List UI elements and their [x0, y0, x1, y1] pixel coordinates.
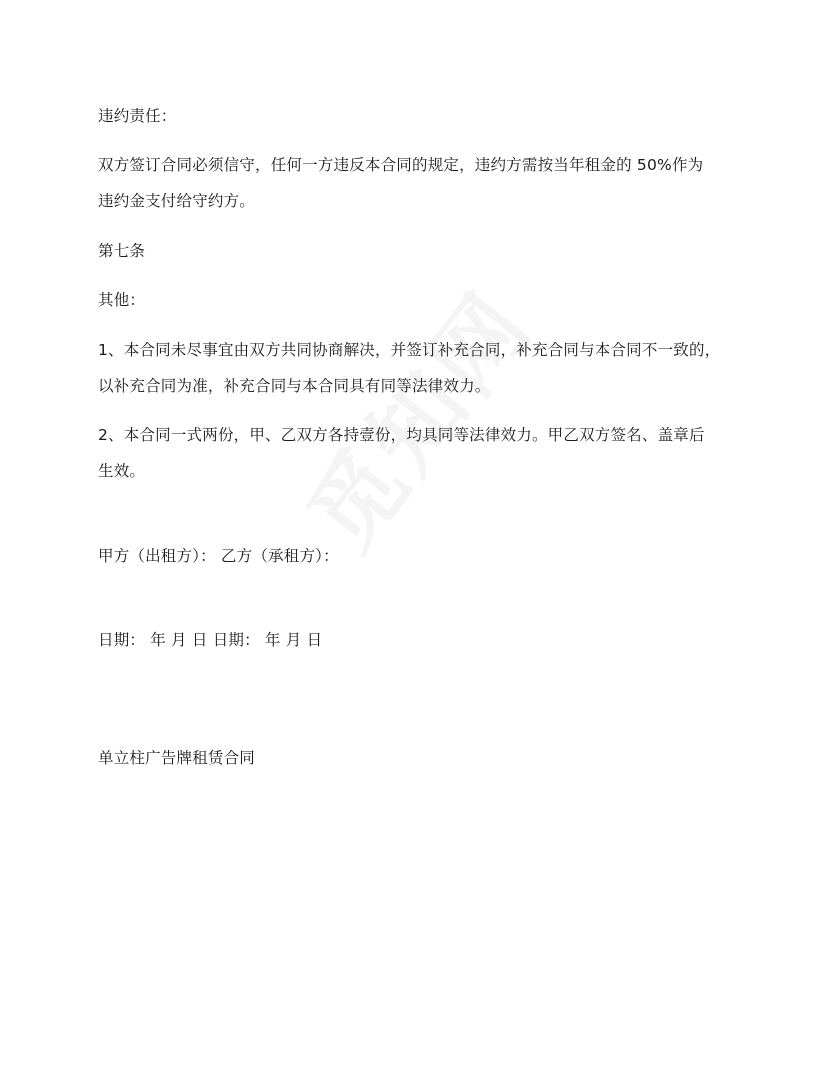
- breach-text-line-2: 违约金支付给守约方。: [98, 192, 256, 210]
- document-title: 单立柱广告牌租赁合同: [98, 749, 256, 767]
- item-1-line-1: 1、本合同未尽事宜由双方共同协商解决，并签订补充合同，补充合同与本合同不一致的，: [98, 341, 721, 359]
- breach-heading: 违约责任：: [98, 107, 177, 125]
- article-seven-heading: 第七条: [98, 242, 146, 260]
- item-1-line-2: 以补充合同为准，补充合同与本合同具有同等法律效力。: [98, 377, 491, 395]
- breach-text-line-1: 双方签订合同必须信守，任何一方违反本合同的规定，违约方需按当年租金的 50%作为: [98, 156, 704, 174]
- other-heading: 其他：: [98, 291, 146, 309]
- item-2-line-1: 2、本合同一式两份，甲、乙双方各持壹份，均具同等法律效力。甲乙双方签名、盖章后: [98, 426, 705, 444]
- party-signature-line: 甲方（出租方）： 乙方（承租方）：: [98, 547, 339, 565]
- signature-date-line: 日期： 年 月 日 日期： 年 月 日: [98, 631, 323, 649]
- watermark: [272, 260, 557, 573]
- item-2-line-2: 生效。: [98, 462, 146, 480]
